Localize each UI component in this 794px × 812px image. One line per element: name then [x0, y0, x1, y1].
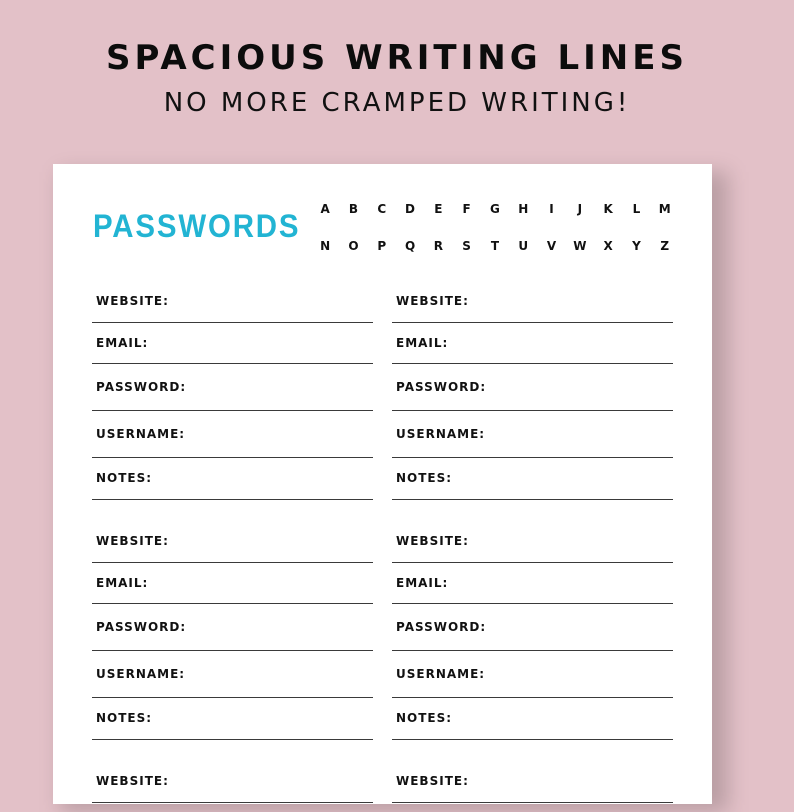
alphabet-tab-m[interactable]: M [658, 202, 671, 216]
promo-headline: SPACIOUS WRITING LINES [106, 38, 688, 78]
alphabet-tab-x[interactable]: X [603, 239, 613, 253]
alphabet-index-row-1 [311, 202, 679, 216]
website-label: WEBSITE: [396, 534, 469, 548]
notes-label: NOTES: [396, 471, 453, 485]
alphabet-tab-h[interactable]: H [518, 202, 529, 216]
username-label: USERNAME: [96, 427, 186, 441]
website-write-line[interactable] [392, 561, 673, 563]
notes-label: NOTES: [396, 711, 453, 725]
email-write-line[interactable] [92, 362, 373, 364]
alphabet-tab-k[interactable]: K [603, 202, 613, 216]
notes-write-line[interactable] [92, 738, 373, 740]
email-write-line[interactable] [392, 602, 673, 604]
alphabet-tab-o[interactable]: O [348, 239, 359, 253]
password-write-line[interactable] [92, 409, 373, 411]
email-write-line[interactable] [392, 362, 673, 364]
password-label: PASSWORD: [396, 620, 487, 634]
website-label: WEBSITE: [396, 774, 469, 788]
alphabet-index-row-2 [311, 239, 679, 253]
alphabet-tab-d[interactable]: D [405, 202, 416, 216]
password-label: PASSWORD: [396, 380, 487, 394]
notes-label: NOTES: [96, 471, 153, 485]
password-label: PASSWORD: [96, 620, 187, 634]
username-label: USERNAME: [396, 667, 486, 681]
alphabet-tab-i[interactable]: I [549, 202, 554, 216]
password-label: PASSWORD: [96, 380, 187, 394]
password-write-line[interactable] [392, 649, 673, 651]
alphabet-tab-f[interactable]: F [462, 202, 471, 216]
alphabet-tab-a[interactable]: A [320, 202, 330, 216]
username-write-line[interactable] [392, 696, 673, 698]
website-write-line[interactable] [92, 561, 373, 563]
alphabet-tab-j[interactable]: J [577, 202, 583, 216]
password-write-line[interactable] [92, 649, 373, 651]
website-label: WEBSITE: [396, 294, 469, 308]
password-log-sheet [53, 164, 712, 804]
website-write-line[interactable] [92, 321, 373, 323]
notes-label: NOTES: [96, 711, 153, 725]
username-label: USERNAME: [396, 427, 486, 441]
email-write-line[interactable] [92, 602, 373, 604]
promo-subheadline: NO MORE CRAMPED WRITING! [163, 88, 631, 118]
alphabet-tab-y[interactable]: Y [632, 239, 641, 253]
email-label: EMAIL: [96, 336, 149, 350]
website-write-line[interactable] [392, 321, 673, 323]
sheet-title: PASSWORDS [93, 208, 301, 244]
website-write-line[interactable] [392, 801, 673, 803]
alphabet-tab-g[interactable]: G [490, 202, 500, 216]
website-label: WEBSITE: [96, 774, 169, 788]
username-label: USERNAME: [96, 667, 186, 681]
username-write-line[interactable] [92, 696, 373, 698]
alphabet-tab-l[interactable]: L [632, 202, 641, 216]
alphabet-tab-w[interactable]: W [573, 239, 587, 253]
alphabet-tab-t[interactable]: T [490, 239, 500, 253]
alphabet-tab-c[interactable]: C [377, 202, 387, 216]
notes-write-line[interactable] [392, 498, 673, 500]
alphabet-tab-e[interactable]: E [434, 202, 443, 216]
email-label: EMAIL: [396, 336, 449, 350]
username-write-line[interactable] [92, 456, 373, 458]
alphabet-tab-q[interactable]: Q [404, 239, 416, 253]
alphabet-tab-s[interactable]: S [462, 239, 471, 253]
website-label: WEBSITE: [96, 534, 169, 548]
website-label: WEBSITE: [96, 294, 169, 308]
alphabet-tab-n[interactable]: N [320, 239, 331, 253]
password-write-line[interactable] [392, 409, 673, 411]
username-write-line[interactable] [392, 456, 673, 458]
alphabet-tab-p[interactable]: P [377, 239, 387, 253]
notes-write-line[interactable] [92, 498, 373, 500]
alphabet-tab-z[interactable]: Z [660, 239, 670, 253]
email-label: EMAIL: [96, 576, 149, 590]
email-label: EMAIL: [396, 576, 449, 590]
website-write-line[interactable] [92, 801, 373, 803]
alphabet-tab-b[interactable]: B [348, 202, 359, 216]
alphabet-tab-u[interactable]: U [518, 239, 529, 253]
alphabet-tab-v[interactable]: V [546, 239, 557, 253]
alphabet-tab-r[interactable]: R [433, 239, 443, 253]
notes-write-line[interactable] [392, 738, 673, 740]
